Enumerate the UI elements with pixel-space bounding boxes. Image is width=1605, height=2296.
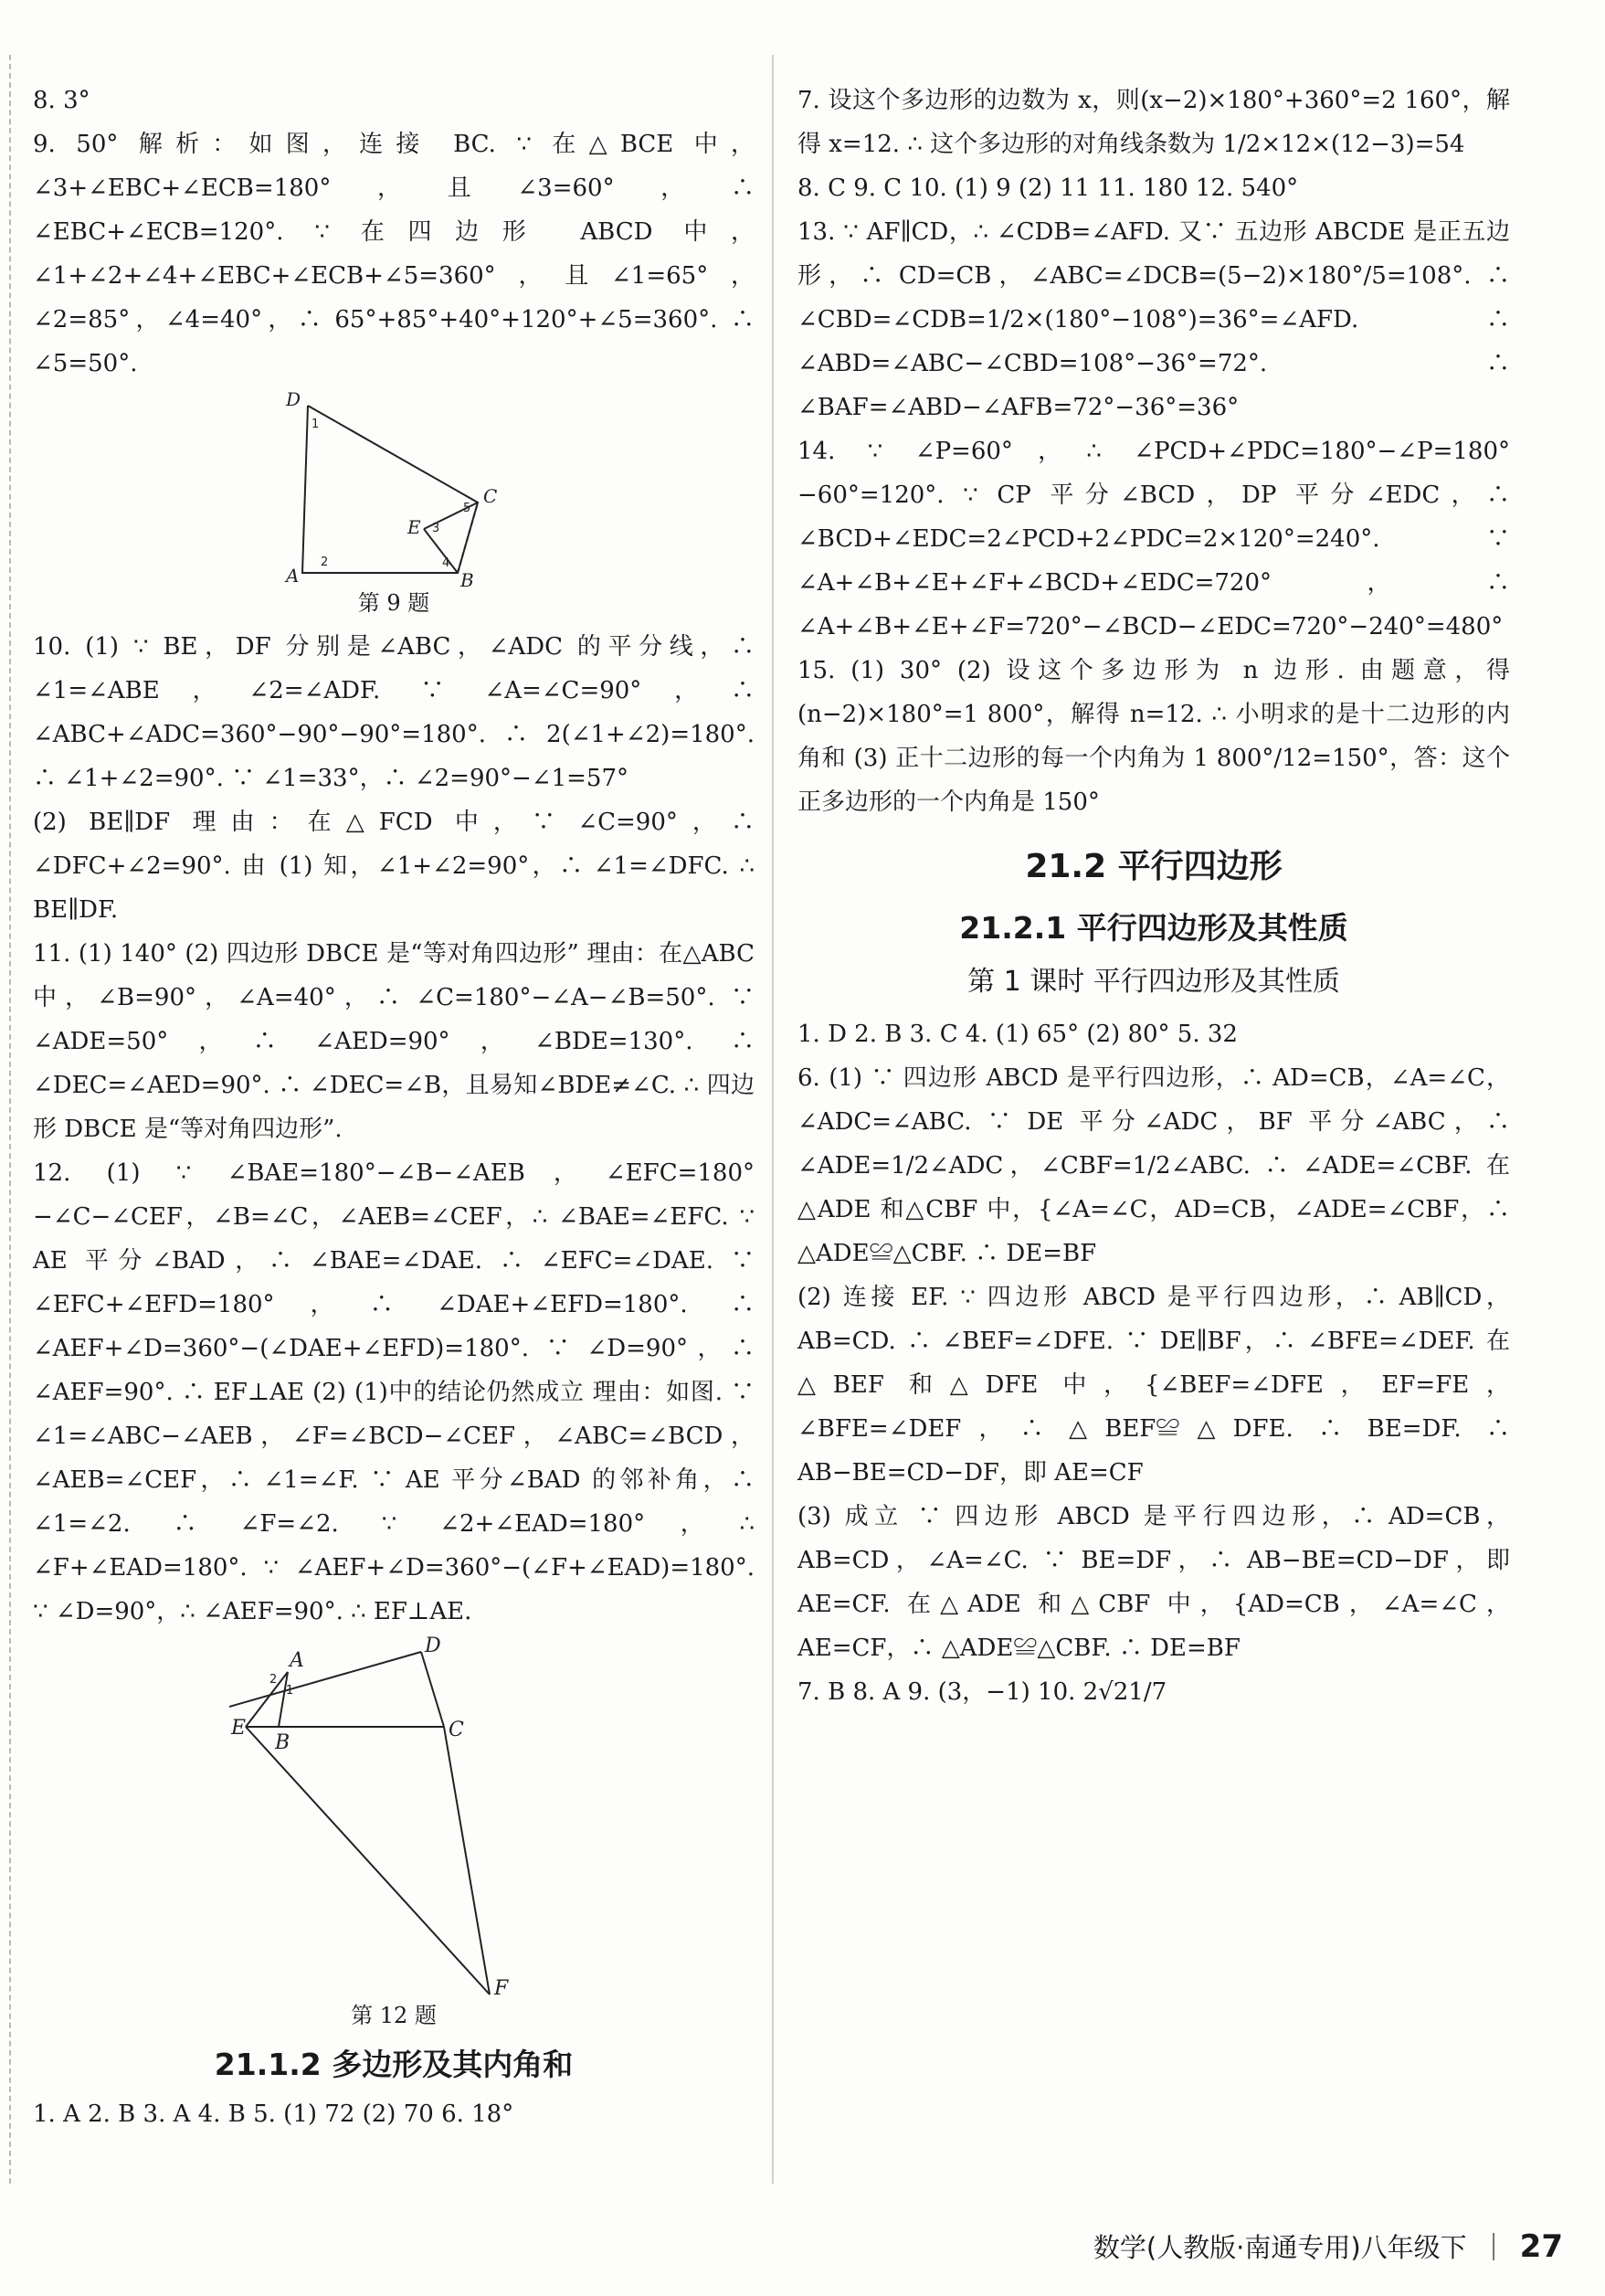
answer-14: 14. ∵ ∠P=60°，∴ ∠PCD+∠PDC=180°−∠P=180°−60°=120°. ∵ CP 平分∠BCD，DP 平分∠EDC，∴ ∠BCD+∠EDC=2∠PCD+2∠PDC=2×120°=240°. ∵ ∠A+∠B+∠E+∠F+∠BCD+∠EDC=720°，∴ ∠A+∠B+∠E+∠F=720°−∠BCD−∠EDC=720°−240°=480° <box>797 438 1510 640</box>
answer-11: 11. (1) 140° (2) 四边形 DBCE 是“等对角四边形” 理由：在△ABC 中，∠B=90°，∠A=40°，∴ ∠C=180°−∠A−∠B=50°. ∵ ∠ADE=50°，∴ ∠AED=90°，∠BDE=130°. ∴ ∠DEC=∠AED=90°. ∴ ∠DEC=∠B，且易知∠BDE≠∠C. ∴ 四边形 DBCE 是“等对角四边形”. <box>33 940 755 1143</box>
fig9-angle-1: 1 <box>311 418 320 431</box>
fig9-label-a: A <box>286 565 300 587</box>
lesson-title: 第 1 课时 平行四边形及其性质 <box>967 966 1340 998</box>
column-divider <box>772 55 774 2184</box>
fig12-label-b: B <box>275 1731 290 1754</box>
answers-1-to-6: 1. A 2. B 3. A 4. B 5. (1) 72 (2) 70 6. 18° <box>33 2100 514 2128</box>
answers-1-to-5: 1. D 2. B 3. C 4. (1) 65° (2) 80° 5. 32 <box>797 1021 1238 1048</box>
answer-13: 13. ∵ AF∥CD，∴ ∠CDB=∠AFD. 又∵ 五边形 ABCDE 是正五边形，∴ CD=CB，∠ABC=∠DCB=(5−2)×180°/5=108°. ∴ ∠CBD=∠CDB=1/2×(180°−108°)=36°=∠AFD. ∴ ∠ABD=∠ABC−∠CBD=108°−36°=72°. ∴ ∠BAF=∠ABD−∠AFB=72°−36°=36° <box>797 218 1510 421</box>
footer-subject: 数学(人教版·南通专用)八年级下 <box>1093 2232 1467 2263</box>
section-title-21-1-2: 21.1.2 多边形及其内角和 <box>214 2047 574 2082</box>
figure-9 <box>275 386 512 619</box>
fig9-label-c: C <box>483 485 498 507</box>
answer-12: 12. (1) ∵ ∠BAE=180°−∠B−∠AEB，∠EFC=180°−∠C−∠CEF，∠B=∠C，∠AEB=∠CEF，∴ ∠BAE=∠EFC. ∵ AE 平分∠BAD，∴ ∠BAE=∠DAE. ∴ ∠EFC=∠DAE. ∵ ∠EFC+∠EFD=180°，∴ ∠DAE+∠EFD=180°. ∴ ∠AEF+∠D=360°−(∠DAE+∠EFD)=180°. ∵ ∠D=90°，∴ ∠AEF=90°. ∴ EF⊥AE (2) (1)中的结论仍然成立 理由：如图. ∵ ∠1=∠ABC−∠AEB，∠F=∠BCD−∠CEF，∠ABC=∠BCD，∠AEB=∠CEF，∴ ∠1=∠F. ∵ AE 平分∠BAD 的邻补角，∴ ∠1=∠2. ∴ ∠F=∠2. ∵ ∠2+∠EAD=180°，∴ ∠F+∠EAD=180°. ∵ ∠AEF+∠D=360°−(∠F+∠EAD)=180°. ∵ ∠D=90°，∴ ∠AEF=90°. ∴ EF⊥AE. <box>33 1159 755 1625</box>
left-column <box>33 79 755 2136</box>
right-column <box>797 79 1510 1714</box>
fig9-label-d: D <box>286 388 301 410</box>
fig9-angle-5: 5 <box>463 502 471 515</box>
answer-10-part-1: 10. (1) ∵ BE，DF 分别是∠ABC，∠ADC 的平分线，∴ ∠1=∠ABE，∠2=∠ADF. ∵ ∠A=∠C=90°，∴ ∠ABC+∠ADC=360°−90°−90°=180°. ∴ 2(∠1+∠2)=180°. ∴ ∠1+∠2=90°. ∵ ∠1=33°，∴ ∠2=90°−∠1=57° <box>33 633 755 792</box>
figure-12-diagram <box>229 1634 558 1999</box>
answer-15: 15. (1) 30° (2) 设这个多边形为 n 边形. 由题意，得(n−2)×180°=1 800°，解得 n=12. ∴ 小明求的是十二边形的内角和 (3) 正十二边形的每一个内角为 1 800°/12=150°，答：这个正多边形的一个内角是 150° <box>797 657 1510 816</box>
fig12-label-a: A <box>290 1649 304 1672</box>
fig12-label-d: D <box>425 1635 441 1657</box>
figure-12-caption: 第 12 题 <box>351 2003 437 2028</box>
fig9-label-e: E <box>407 516 421 538</box>
binding-line <box>9 55 11 2184</box>
fig12-label-e: E <box>231 1717 247 1740</box>
fig9-angle-3: 3 <box>432 522 440 535</box>
footer-separator <box>1493 2233 1494 2260</box>
answer-8: 8. 3° <box>33 87 90 114</box>
section-title-21-2-1: 21.2.1 平行四边形及其性质 <box>959 910 1348 946</box>
answers-8-to-12: 8. C 9. C 10. (1) 9 (2) 11 11. 180 12. 540° <box>797 175 1299 202</box>
section-title-21-2: 21.2 平行四边形 <box>1025 848 1283 885</box>
page-number: 27 <box>1519 2227 1563 2265</box>
answer-7: 7. 设这个多边形的边数为 x，则(x−2)×180°+360°=2 160°，解得 x=12. ∴ 这个多边形的对角线条数为 1/2×12×(12−3)=54 <box>797 87 1510 158</box>
answer-9: 9. 50° 解析：如图，连接 BC. ∵ 在△BCE 中，∠3+∠EBC+∠ECB=180°，且∠3=60°，∴ ∠EBC+∠ECB=120°. ∵ 在四边形 ABCD 中，∠1+∠2+∠4+∠EBC+∠ECB+∠5=360°，且∠1=65°，∠2=85°，∠4=40°，∴ 65°+85°+40°+120°+∠5=360°. ∴ ∠5=50°. <box>33 131 755 377</box>
answer-6-part-1: 6. (1) ∵ 四边形 ABCD 是平行四边形，∴ AD=CB，∠A=∠C，∠ADC=∠ABC. ∵ DE 平分∠ADC，BF 平分∠ABC，∴ ∠ADE=1/2∠ADC，∠CBF=1/2∠ABC. ∴ ∠ADE=∠CBF. 在△ADE 和△CBF 中，{∠A=∠C，AD=CB，∠ADE=∠CBF，∴ △ADE≌△CBF. ∴ DE=BF <box>797 1064 1510 1267</box>
fig12-label-f: F <box>494 1977 509 1999</box>
figure-9-diagram <box>275 386 512 587</box>
fig9-angle-2: 2 <box>321 555 329 569</box>
answers-7-to-10: 7. B 8. A 9. (3，−1) 10. 2√21/7 <box>797 1678 1167 1706</box>
answer-6-part-2: (2) 连接 EF. ∵ 四边形 ABCD 是平行四边形，∴ AB∥CD，AB=CD. ∴ ∠BEF=∠DFE. ∵ DE∥BF，∴ ∠BFE=∠DEF. 在△BEF 和△DFE 中，{∠BEF=∠DFE，EF=FE，∠BFE=∠DEF，∴ △BEF≌△DFE. ∴ BE=DF. ∴ AB−BE=CD−DF，即 AE=CF <box>797 1284 1510 1487</box>
fig12-label-c: C <box>449 1719 464 1741</box>
answer-10-part-2: (2) BE∥DF 理由：在△FCD 中，∵ ∠C=90°，∴ ∠DFC+∠2=90°. 由 (1) 知，∠1+∠2=90°，∴ ∠1=∠DFC. ∴ BE∥DF. <box>33 809 755 924</box>
fig12-angle-2: 2 <box>269 1673 278 1687</box>
fig12-angle-1: 1 <box>286 1684 294 1698</box>
answer-6-part-3: (3) 成立 ∵ 四边形 ABCD 是平行四边形，∴ AD=CB，AB=CD，∠A=∠C. ∵ BE=DF，∴ AB−BE=CD−DF，即 AE=CF. 在△ADE 和△CBF 中，{AD=CB，∠A=∠C，AE=CF，∴ △ADE≌△CBF. ∴ DE=BF <box>797 1503 1510 1662</box>
fig9-label-b: B <box>460 569 474 587</box>
figure-9-caption: 第 9 题 <box>357 590 430 616</box>
page-footer <box>1093 2227 1563 2265</box>
figure-12 <box>229 1634 558 2032</box>
fig9-angle-4: 4 <box>442 556 450 570</box>
